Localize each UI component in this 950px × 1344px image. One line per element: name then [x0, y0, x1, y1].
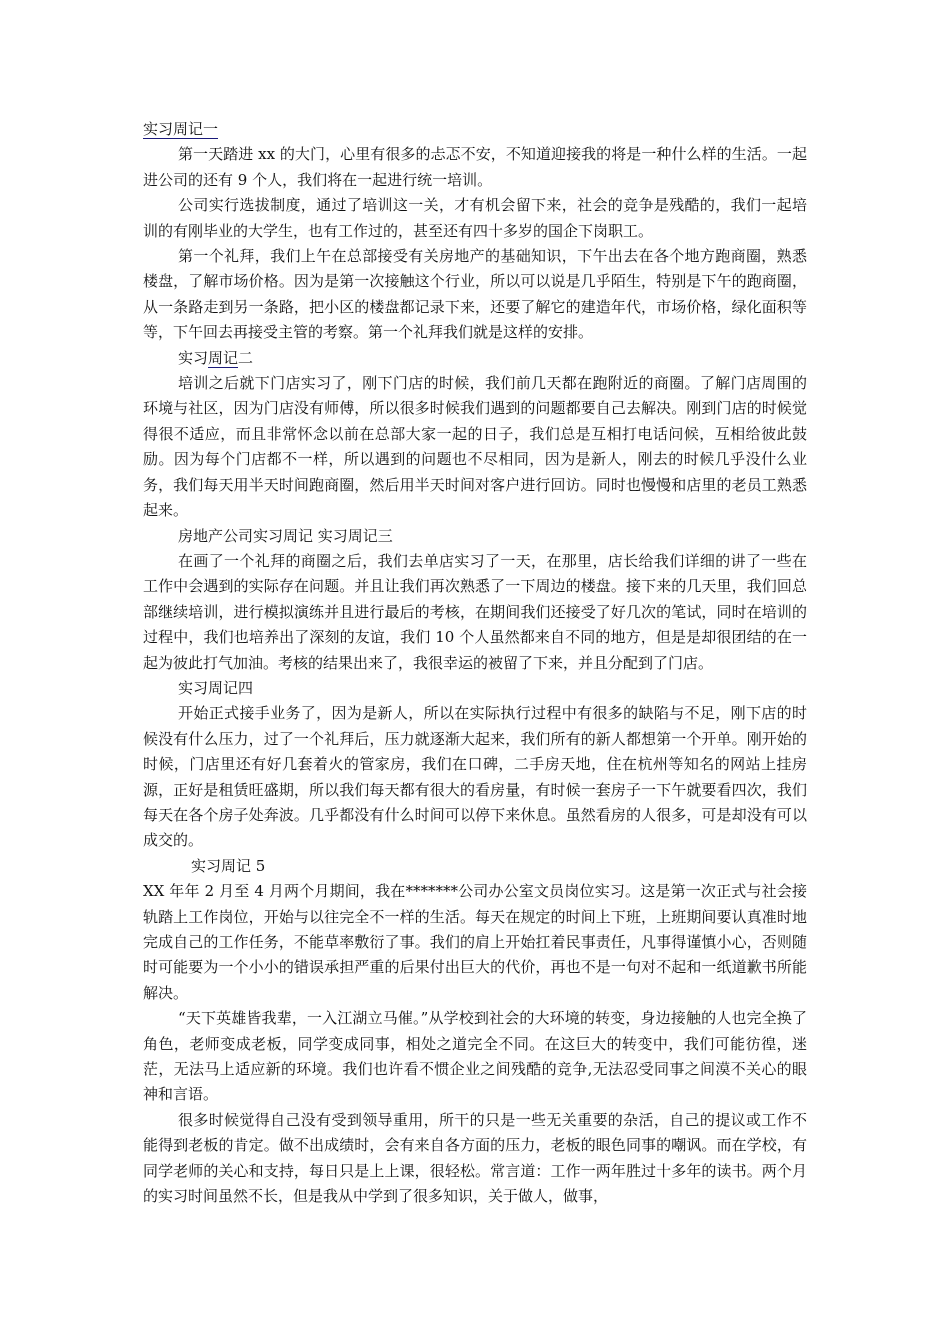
- document-page: [143, 117, 807, 1209]
- week2-heading-part-c: 二: [238, 348, 254, 367]
- week1-paragraph-3: 第一个礼拜，我们上午在总部接受有关房地产的基础知识，下午出去在各个地方跑商圈，熟悉楼盘，了解市场价格。因为是第一次接触这个行业，所以可以说是几乎陌生，特别是下午的跑商圈，从一条路走到另一条路，把小区的楼盘都记录下来，还要了解它的建造年代，市场价格，绿化面积等等，下午回去再接受主管的考察。第一个礼拜我们就是这样的安排。: [143, 247, 807, 342]
- week4-heading: 实习周记四: [178, 678, 254, 697]
- week1-paragraph-2: 公司实行选拔制度，通过了培训这一关，才有机会留下来，社会的竞争是残酷的，我们一起培训的有刚毕业的大学生，也有工作过的，甚至还有四十多岁的国企下岗职工。: [143, 196, 807, 240]
- week3-paragraph-1: 在画了一个礼拜的商圈之后，我们去单店实习了一天，在那里，店长给我们详细的讲了一些在工作中会遇到的实际存在问题。并且让我们再次熟悉了一下周边的楼盘。接下来的几天里，我们回总部继续培训，进行模拟演练并且进行最后的考核，在期间我们还接受了好几次的笔试，同时在培训的过程中，我们也培养出了深刻的友谊，我们 10 个人虽然都来自不同的地方，但是是却很团结的在一起为彼此打气加油。考核的结果出来了，我很幸运的被留了下来，并且分配到了门店。: [143, 551, 807, 672]
- week2-heading-link[interactable]: 周记: [208, 348, 239, 367]
- week5-paragraph-3: 很多时候觉得自己没有受到领导重用，所干的只是一些无关重要的杂活，自己的提议或工作不能得到老板的肯定。做不出成绩时，会有来自各方面的压力，老板的眼色同事的嘲讽。而在学校，有同学老师的关心和支持，每日只是上上课，很轻松。常言道：工作一两年胜过十多年的读书。两个月的实习时间虽然不长，但是我从中学到了很多知识，关于做人，做事，: [143, 1110, 807, 1206]
- document-title[interactable]: [143, 117, 807, 142]
- week5-heading: 实习周记 5: [191, 856, 266, 875]
- week4-paragraph-1: 开始正式接手业务了，因为是新人，所以在实际执行过程中有很多的缺陷与不足，刚下店的时候没有什么压力，过了一个礼拜后，压力就逐渐大起来，我们所有的新人都想第一个开单。刚开始的时候，门店里还有好几套着火的管家房，我们在口碑，二手房天地，住在杭州等知名的网站上挂房源，正好是租赁旺盛期，所以我们每天都有很大的看房量，有时候一套房子一下午就要看四次，我们每天在各个房子处奔波。几乎都没有什么时间可以停下来休息。虽然看房的人很多，可是却没有可以成交的。: [143, 704, 807, 850]
- title-link[interactable]: 实习周记一: [143, 120, 219, 138]
- week5-paragraph-2: “天下英雄皆我辈，一入江湖立马催。”从学校到社会的大环境的转变，身边接触的人也完全换了角色，老师变成老板，同学变成同事，相处之道完全不同。在这巨大的转变中，我们可能彷徨，迷茫，无法马上适应新的环境。我们也许看不惯企业之间残酷的竞争,无法忍受同事之间漠不关心的眼神和言语。: [143, 1009, 807, 1104]
- week2-paragraph-1: 培训之后就下门店实习了，刚下门店的时候，我们前几天都在跑附近的商圈。了解门店周围的环境与社区，因为门店没有师傅，所以很多时候我们遇到的问题都要自己去解决。刚到门店的时候觉得很不适应，而且非常怀念以前在总部大家一起的日子，我们总是互相打电话问候，互相给彼此鼓励。因为每个门店都不一样，所以遇到的问题也不尽相同，因为是新人，刚去的时候几乎没什么业务，我们每天用半天时间跑商圈，然后用半天时间对客户进行回访。同时也慢慢和店里的老员工熟悉起来。: [143, 374, 807, 520]
- week2-heading-part-a: 实习: [178, 348, 209, 367]
- week2-heading: [143, 346, 807, 371]
- week1-paragraph-1: 第一天踏进 xx 的大门，心里有很多的忐忑不安，不知道迎接我的将是一种什么样的生活。一起进公司的还有 9 个人，我们将在一起进行统一培训。: [143, 145, 807, 189]
- week5-paragraph-1: XX 年年 2 月至 4 月两个月期间，我在*******公司办公室文员岗位实习。这是第一次正式与社会接轨踏上工作岗位，开始与以往完全不一样的生活。每天在规定的时间上下班，上班期间要认真准时地完成自己的工作任务，不能草率敷衍了事。我们的肩上开始扛着民事责任，凡事得谨慎小心，否则随时可能要为一个小小的错误承担严重的后果付出巨大的代价，再也不是一句对不起和一纸道歉书所能解决。: [143, 882, 807, 1002]
- week3-heading: 房地产公司实习周记 实习周记三: [178, 526, 393, 545]
